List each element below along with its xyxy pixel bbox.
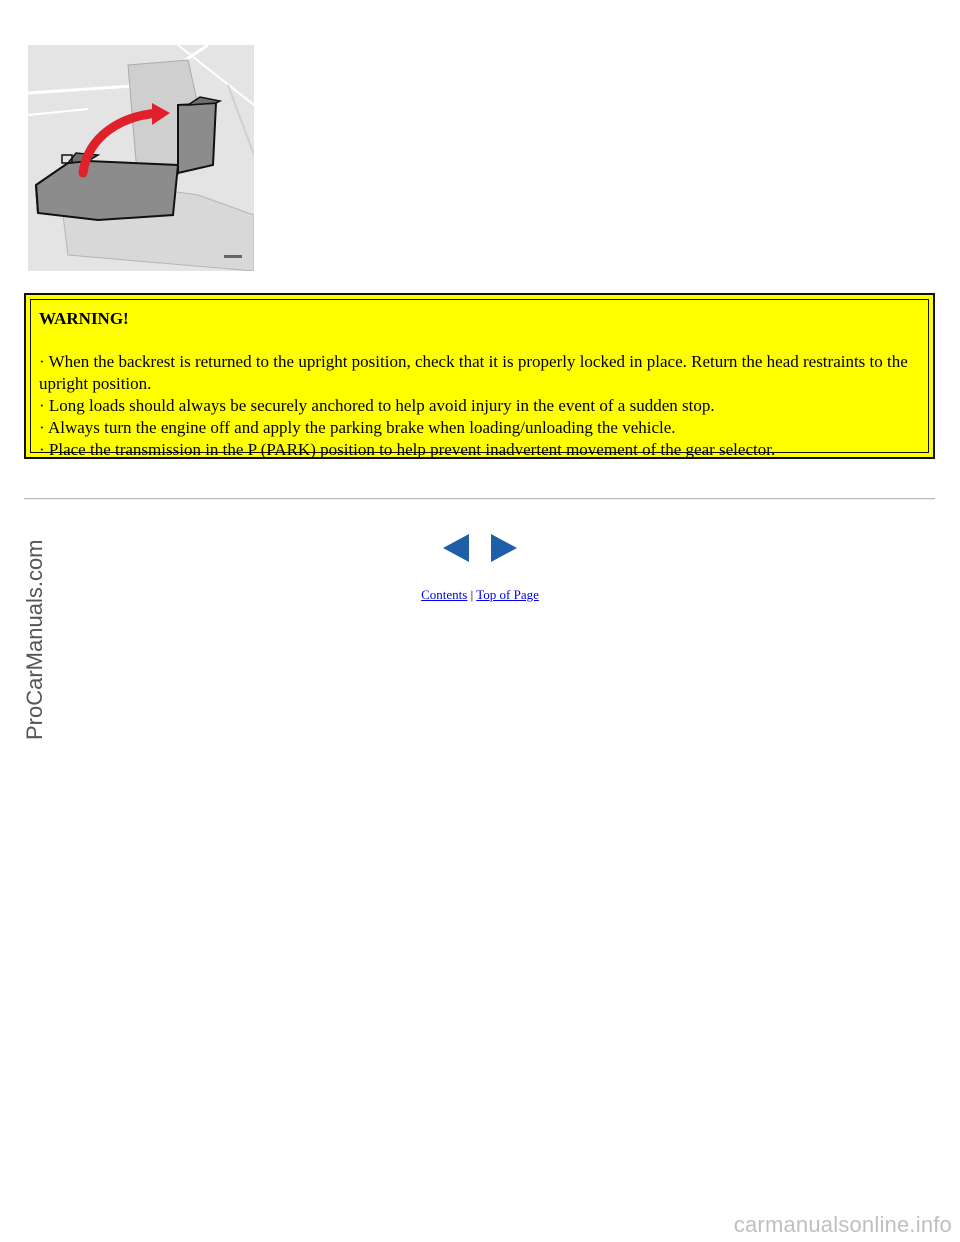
warning-item: · Always turn the engine off and apply the parking brake when loading/unloading the vehicle.	[39, 418, 676, 437]
arrow-left-icon[interactable]	[443, 534, 469, 562]
bottom-watermark: carmanualsonline.info	[733, 1212, 952, 1237]
warning-item: · When the backrest is returned to the upright position, check that it is properly locked in place. Return the head restraints to the upright position.	[39, 352, 908, 393]
link-separator: |	[470, 587, 474, 602]
page-navigation	[443, 534, 517, 562]
footer-links	[0, 585, 960, 605]
warning-content	[30, 299, 929, 459]
seat-folding-illustration	[28, 45, 254, 271]
warning-box	[24, 293, 935, 459]
warning-item: · Long loads should always be securely anchored to help avoid injury in the event of a sudden stop.	[39, 396, 715, 415]
side-watermark: ProCarManuals.com	[22, 539, 47, 740]
contents-link[interactable]: Contents	[421, 587, 468, 602]
top-of-page-link[interactable]: Top of Page	[476, 587, 539, 602]
arrow-right-icon[interactable]	[491, 534, 517, 562]
horizontal-divider	[24, 498, 935, 500]
warning-item: · Place the transmission in the P (PARK) position to help prevent inadvertent movement of the gear selector.	[39, 440, 776, 459]
warning-title: WARNING!	[39, 309, 129, 328]
